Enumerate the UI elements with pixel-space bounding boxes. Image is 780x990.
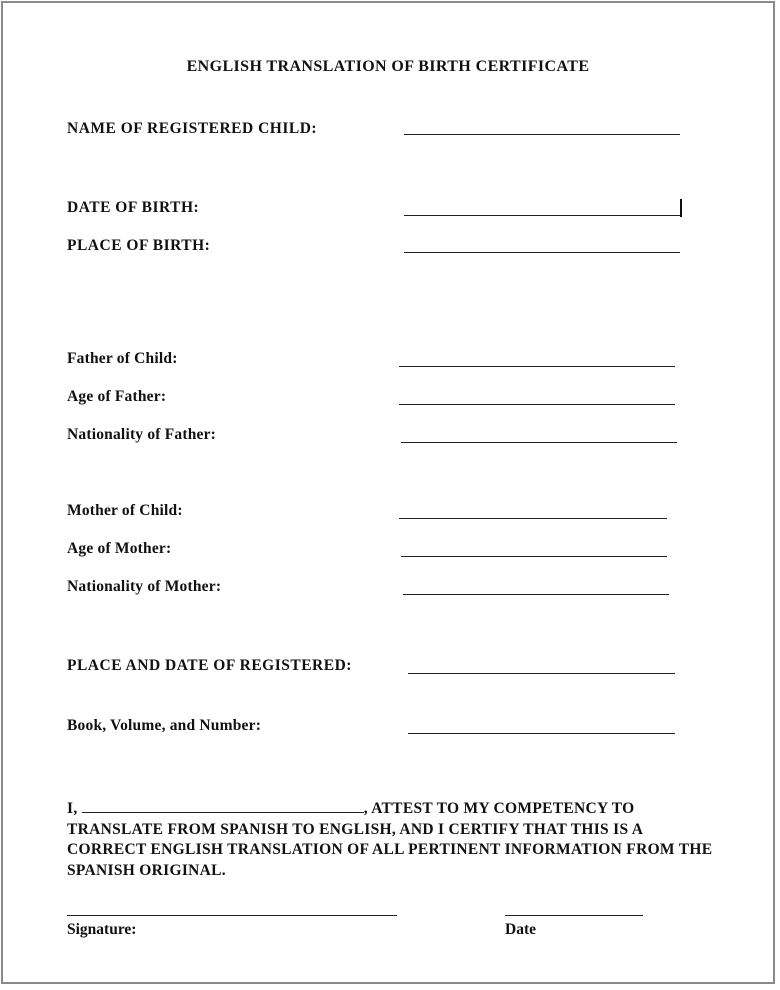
father-of-child-label: Father of Child: bbox=[67, 350, 178, 367]
registered-child-name-field[interactable] bbox=[404, 134, 680, 135]
book-volume-number-label: Book, Volume, and Number: bbox=[67, 717, 262, 734]
nationality-of-father-label: Nationality of Father: bbox=[67, 426, 217, 443]
nationality-of-father-field[interactable] bbox=[401, 442, 677, 443]
registered-child-name-label: NAME OF REGISTERED CHILD: bbox=[67, 120, 318, 137]
text-cursor bbox=[680, 199, 682, 217]
place-of-birth-label: PLACE OF BIRTH: bbox=[67, 237, 211, 254]
place-of-birth-field[interactable] bbox=[404, 252, 680, 253]
age-of-mother-field[interactable] bbox=[401, 556, 667, 557]
age-of-father-label: Age of Father: bbox=[67, 388, 167, 405]
nationality-of-mother-label: Nationality of Mother: bbox=[67, 578, 222, 595]
mother-of-child-label: Mother of Child: bbox=[67, 502, 183, 519]
attestation-prefix: I, bbox=[67, 800, 78, 817]
mother-of-child-field[interactable] bbox=[399, 518, 667, 519]
place-and-date-registered-label: PLACE AND DATE OF REGISTERED: bbox=[67, 657, 352, 674]
father-of-child-field[interactable] bbox=[399, 366, 675, 367]
document-title: ENGLISH TRANSLATION OF BIRTH CERTIFICATE bbox=[186, 58, 590, 75]
place-and-date-registered-field[interactable] bbox=[408, 673, 675, 674]
age-of-mother-label: Age of Mother: bbox=[67, 540, 172, 557]
age-of-father-field[interactable] bbox=[399, 404, 675, 405]
signature-label: Signature: bbox=[67, 921, 137, 938]
date-label: Date bbox=[505, 921, 536, 938]
signature-line[interactable] bbox=[67, 915, 397, 916]
translator-name-field[interactable] bbox=[82, 798, 364, 813]
date-of-birth-label: DATE OF BIRTH: bbox=[67, 199, 200, 216]
date-line[interactable] bbox=[505, 915, 643, 916]
book-volume-number-field[interactable] bbox=[408, 733, 675, 734]
date-of-birth-field[interactable] bbox=[404, 215, 680, 216]
attestation-text: , ATTEST TO MY COMPETENCY TO TRANSLATE FROM SPANISH TO ENGLISH, AND I CERTIFY THAT THIS IS A CORRECT ENGLISH TRANSLATION OF ALL PERTINENT INFORMATION FROM THE SPANISH ORIGINAL. bbox=[67, 800, 713, 879]
attestation-paragraph bbox=[67, 798, 717, 881]
nationality-of-mother-field[interactable] bbox=[403, 594, 669, 595]
birth-certificate-translation-form bbox=[1, 1, 775, 984]
